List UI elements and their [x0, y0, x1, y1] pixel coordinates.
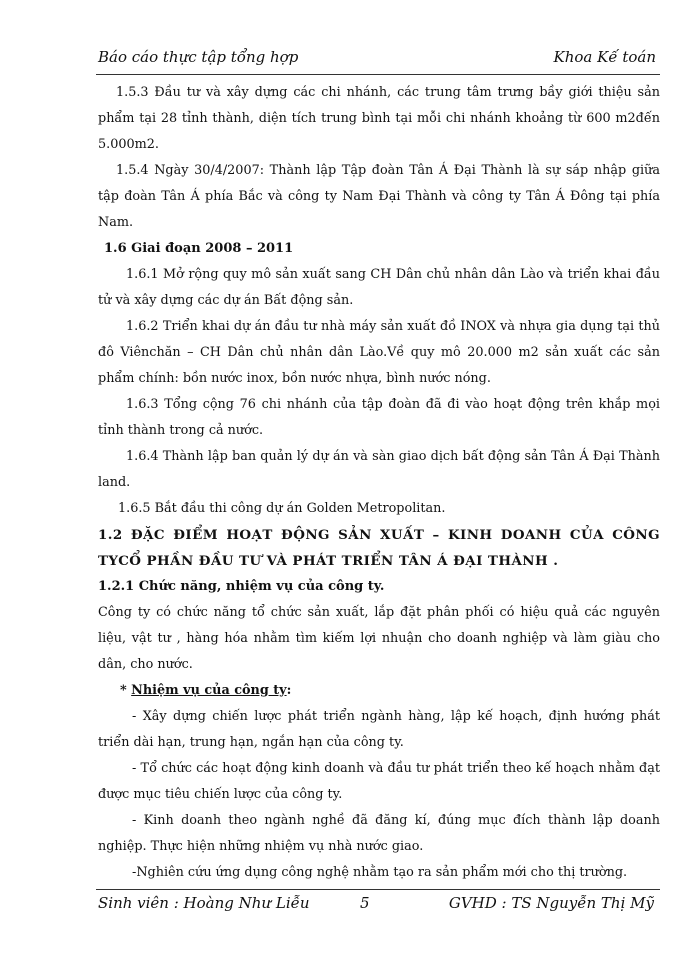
footer-supervisor: GVHD : TS Nguyễn Thị Mỹ	[448, 894, 654, 912]
footer-page-number: 5	[360, 894, 370, 912]
task-item-4: -Nghiên cứu ứng dụng công nghệ nhằm tạo ra sản phẩm mới cho thị trường.	[132, 865, 628, 880]
header-rule	[96, 74, 660, 75]
paragraph-1-6-5: 1.6.5 Bắt đầu thi công dự án Golden Metropolitan.	[118, 501, 446, 516]
paragraph-1-5-3: 1.5.3 Đầu tư và xây dựng các chi nhánh, các trung tâm trưng bầy giới thiệu sản phẩm tại 28 tỉnh thành, diện tích trung bình tại mỗi chi nhánh khoảng từ 600 m2đến 5.000m2.	[98, 85, 660, 152]
paragraph-1-6-3: 1.6.3 Tổng cộng 76 chi nhánh của tập đoàn đã đi vào hoạt động trên khắp mọi tỉnh thành trong cả nước.	[98, 397, 660, 438]
tasks-heading-label: Nhiệm vụ của công ty	[131, 683, 287, 698]
task-item-2: - Tổ chức các hoạt động kinh doanh và đầu tư phát triển theo kế hoạch nhằm đạt được mục tiêu chiến lược của công ty.	[98, 761, 660, 802]
header-faculty: Khoa Kế toán	[553, 48, 656, 66]
paragraph-functions: Công ty có chức năng tổ chức sản xuất, lắp đặt phân phối có hiệu quả các nguyên liệu, vật tư , hàng hóa nhằm tìm kiếm lợi nhuận cho doanh nghiệp và làm giàu cho dân, cho nước.	[98, 605, 660, 672]
task-item-1: - Xây dựng chiến lược phát triển ngành hàng, lập kế hoạch, định hướng phát triển dài hạn, trung hạn, ngắn hạn của công ty.	[98, 709, 660, 750]
heading-1-2-1: 1.2.1 Chức năng, nhiệm vụ của công ty.	[98, 579, 385, 594]
paragraph-1-6-2: 1.6.2 Triển khai dự án đầu tư nhà máy sản xuất đồ INOX và nhựa gia dụng tại thủ đô Viênchăn – CH Dân chủ nhân dân Lào.Về quy mô 20.000 m2 sản xuất các sản phẩm chính: bồn nước inox, bồn nước nhựa, bình nước nóng.	[98, 319, 660, 386]
tasks-heading-colon: :	[286, 683, 292, 698]
header-report-title: Báo cáo thực tập tổng hợp	[98, 48, 299, 66]
paragraph-1-6-4: 1.6.4 Thành lập ban quản lý dự án và sàn giao dịch bất động sản Tân Á Đại Thành land.	[98, 449, 660, 490]
tasks-heading-bullet: *	[120, 683, 132, 698]
page-footer	[98, 894, 658, 916]
paragraph-1-5-4: 1.5.4 Ngày 30/4/2007: Thành lập Tập đoàn Tân Á Đại Thành là sự sáp nhập giữa tập đoàn Tân Á phía Bắc và công ty Nam Đại Thành và công ty Tân Á Đông tại phía Nam.	[98, 163, 660, 230]
task-item-3: - Kinh doanh theo ngành nghề đã đăng kí, đúng mục đích thành lập doanh nghiệp. Thực hiện những nhiệm vụ nhà nước giao.	[98, 813, 660, 854]
footer-rule	[96, 889, 660, 890]
paragraph-1-6-1: 1.6.1 Mở rộng quy mô sản xuất sang CH Dân chủ nhân dân Lào và triển khai đầu tử và xây dựng các dự án Bất động sản.	[98, 267, 660, 308]
page-body	[98, 80, 660, 886]
heading-1-6: 1.6 Giai đoạn 2008 – 2011	[104, 241, 294, 256]
page-header	[98, 48, 658, 70]
footer-student: Sinh viên : Hoàng Như Liễu	[98, 894, 310, 912]
tasks-heading	[98, 678, 660, 704]
heading-1-2: 1.2 ĐẶC ĐIỂM HOẠT ĐỘNG SẢN XUẤT – KINH DOANH CỦA CÔNG TYCỔ PHẦN ĐẦU TƯ VÀ PHÁT TRIỂN TÂN Á ĐẠI THÀNH .	[98, 527, 660, 569]
